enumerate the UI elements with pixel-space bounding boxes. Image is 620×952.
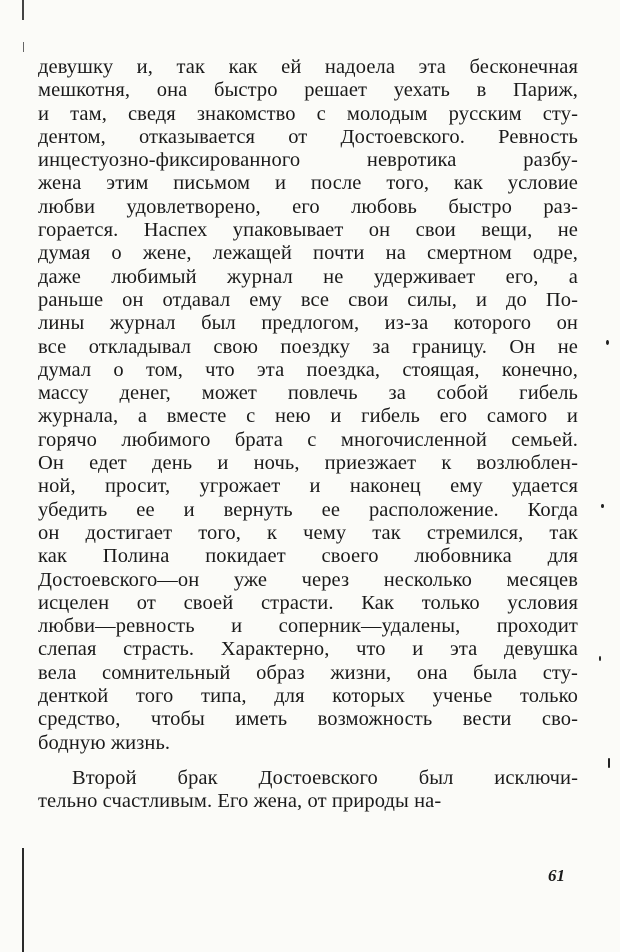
text-line: ной, просит, угрожает и наконец ему удается <box>38 475 578 498</box>
text-line: средство, чтобы иметь возможность вести сво- <box>38 708 578 731</box>
text-line: вела сомнительный образ жизни, она была сту- <box>38 661 578 684</box>
scan-edge-mark <box>23 42 24 52</box>
text-line: убедить ее и вернуть ее расположение. Когда <box>38 498 578 521</box>
text-line: массу денег, может повлечь за собой гибель <box>38 382 578 405</box>
text-line: любви—ревность и соперник—удалены, проходит <box>38 615 578 638</box>
text-line: тельно счастливым. Его жена, от природы на- <box>38 790 442 813</box>
text-line: слепая страсть. Характерно, что и эта девушка <box>38 638 578 661</box>
text-line: лины журнал был предлогом, из-за которого он <box>38 312 578 335</box>
text-line: инцестуозно-фиксированного невротика разбу- <box>38 149 578 172</box>
text-line: денткой того типа, для которых ученье только <box>38 685 578 708</box>
text-line: девушку и, так как ей надоела эта бесконечная <box>38 56 578 78</box>
scan-speck <box>606 340 609 345</box>
text-line: горается. Наспех упаковывает он свои вещи, не <box>38 219 578 242</box>
text-line: бодную жизнь. <box>38 731 171 754</box>
text-line: Достоевского—он уже через несколько месяцев <box>38 568 578 591</box>
text-line: журнала, а вместе с нею и гибель его самого и <box>38 405 578 428</box>
text-line: любви удовлетворено, его любовь быстро раз- <box>38 195 578 218</box>
scan-speck <box>601 504 604 508</box>
text-line: горячо любимого брата с многочисленной семьей. <box>38 428 578 451</box>
text-line: жена этим письмом и после того, как условие <box>38 172 578 195</box>
text-line: исцелен от своей страсти. Как только условия <box>38 591 578 614</box>
text-line: Он едет день и ночь, приезжает к возлюблен- <box>38 452 578 475</box>
paragraph <box>38 56 578 755</box>
text-line: дентом, отказывается от Достоевского. Ревность <box>38 125 578 148</box>
text-line: мешкотня, она быстро решает уехать в Париж, <box>38 79 578 102</box>
text-line: Второй брак Достоевского был исключи- <box>72 766 578 789</box>
text-line: даже любимый журнал не удерживает его, а <box>38 265 578 288</box>
body-text <box>38 56 578 814</box>
scan-speck <box>599 656 601 661</box>
text-line: как Полина покидает своего любовника для <box>38 545 578 568</box>
text-line: и там, сведя знакомство с молодым русским сту- <box>38 102 578 125</box>
scan-edge-mark <box>22 0 24 20</box>
text-line: он достигает того, к чему так стремился, так <box>38 521 578 544</box>
text-line: думая о жене, лежащей почти на смертном одре, <box>38 242 578 265</box>
page-number: 61 <box>548 866 565 885</box>
text-line: раньше он отдавал ему все свои силы, и до По- <box>38 288 578 311</box>
scan-binding-edge <box>22 848 24 952</box>
text-line: все откладывал свою поездку за границу. Он не <box>38 335 578 358</box>
paragraph <box>38 767 578 814</box>
text-line: думал о том, что эта поездка, стоящая, конечно, <box>38 358 578 381</box>
scan-speck <box>608 758 610 768</box>
